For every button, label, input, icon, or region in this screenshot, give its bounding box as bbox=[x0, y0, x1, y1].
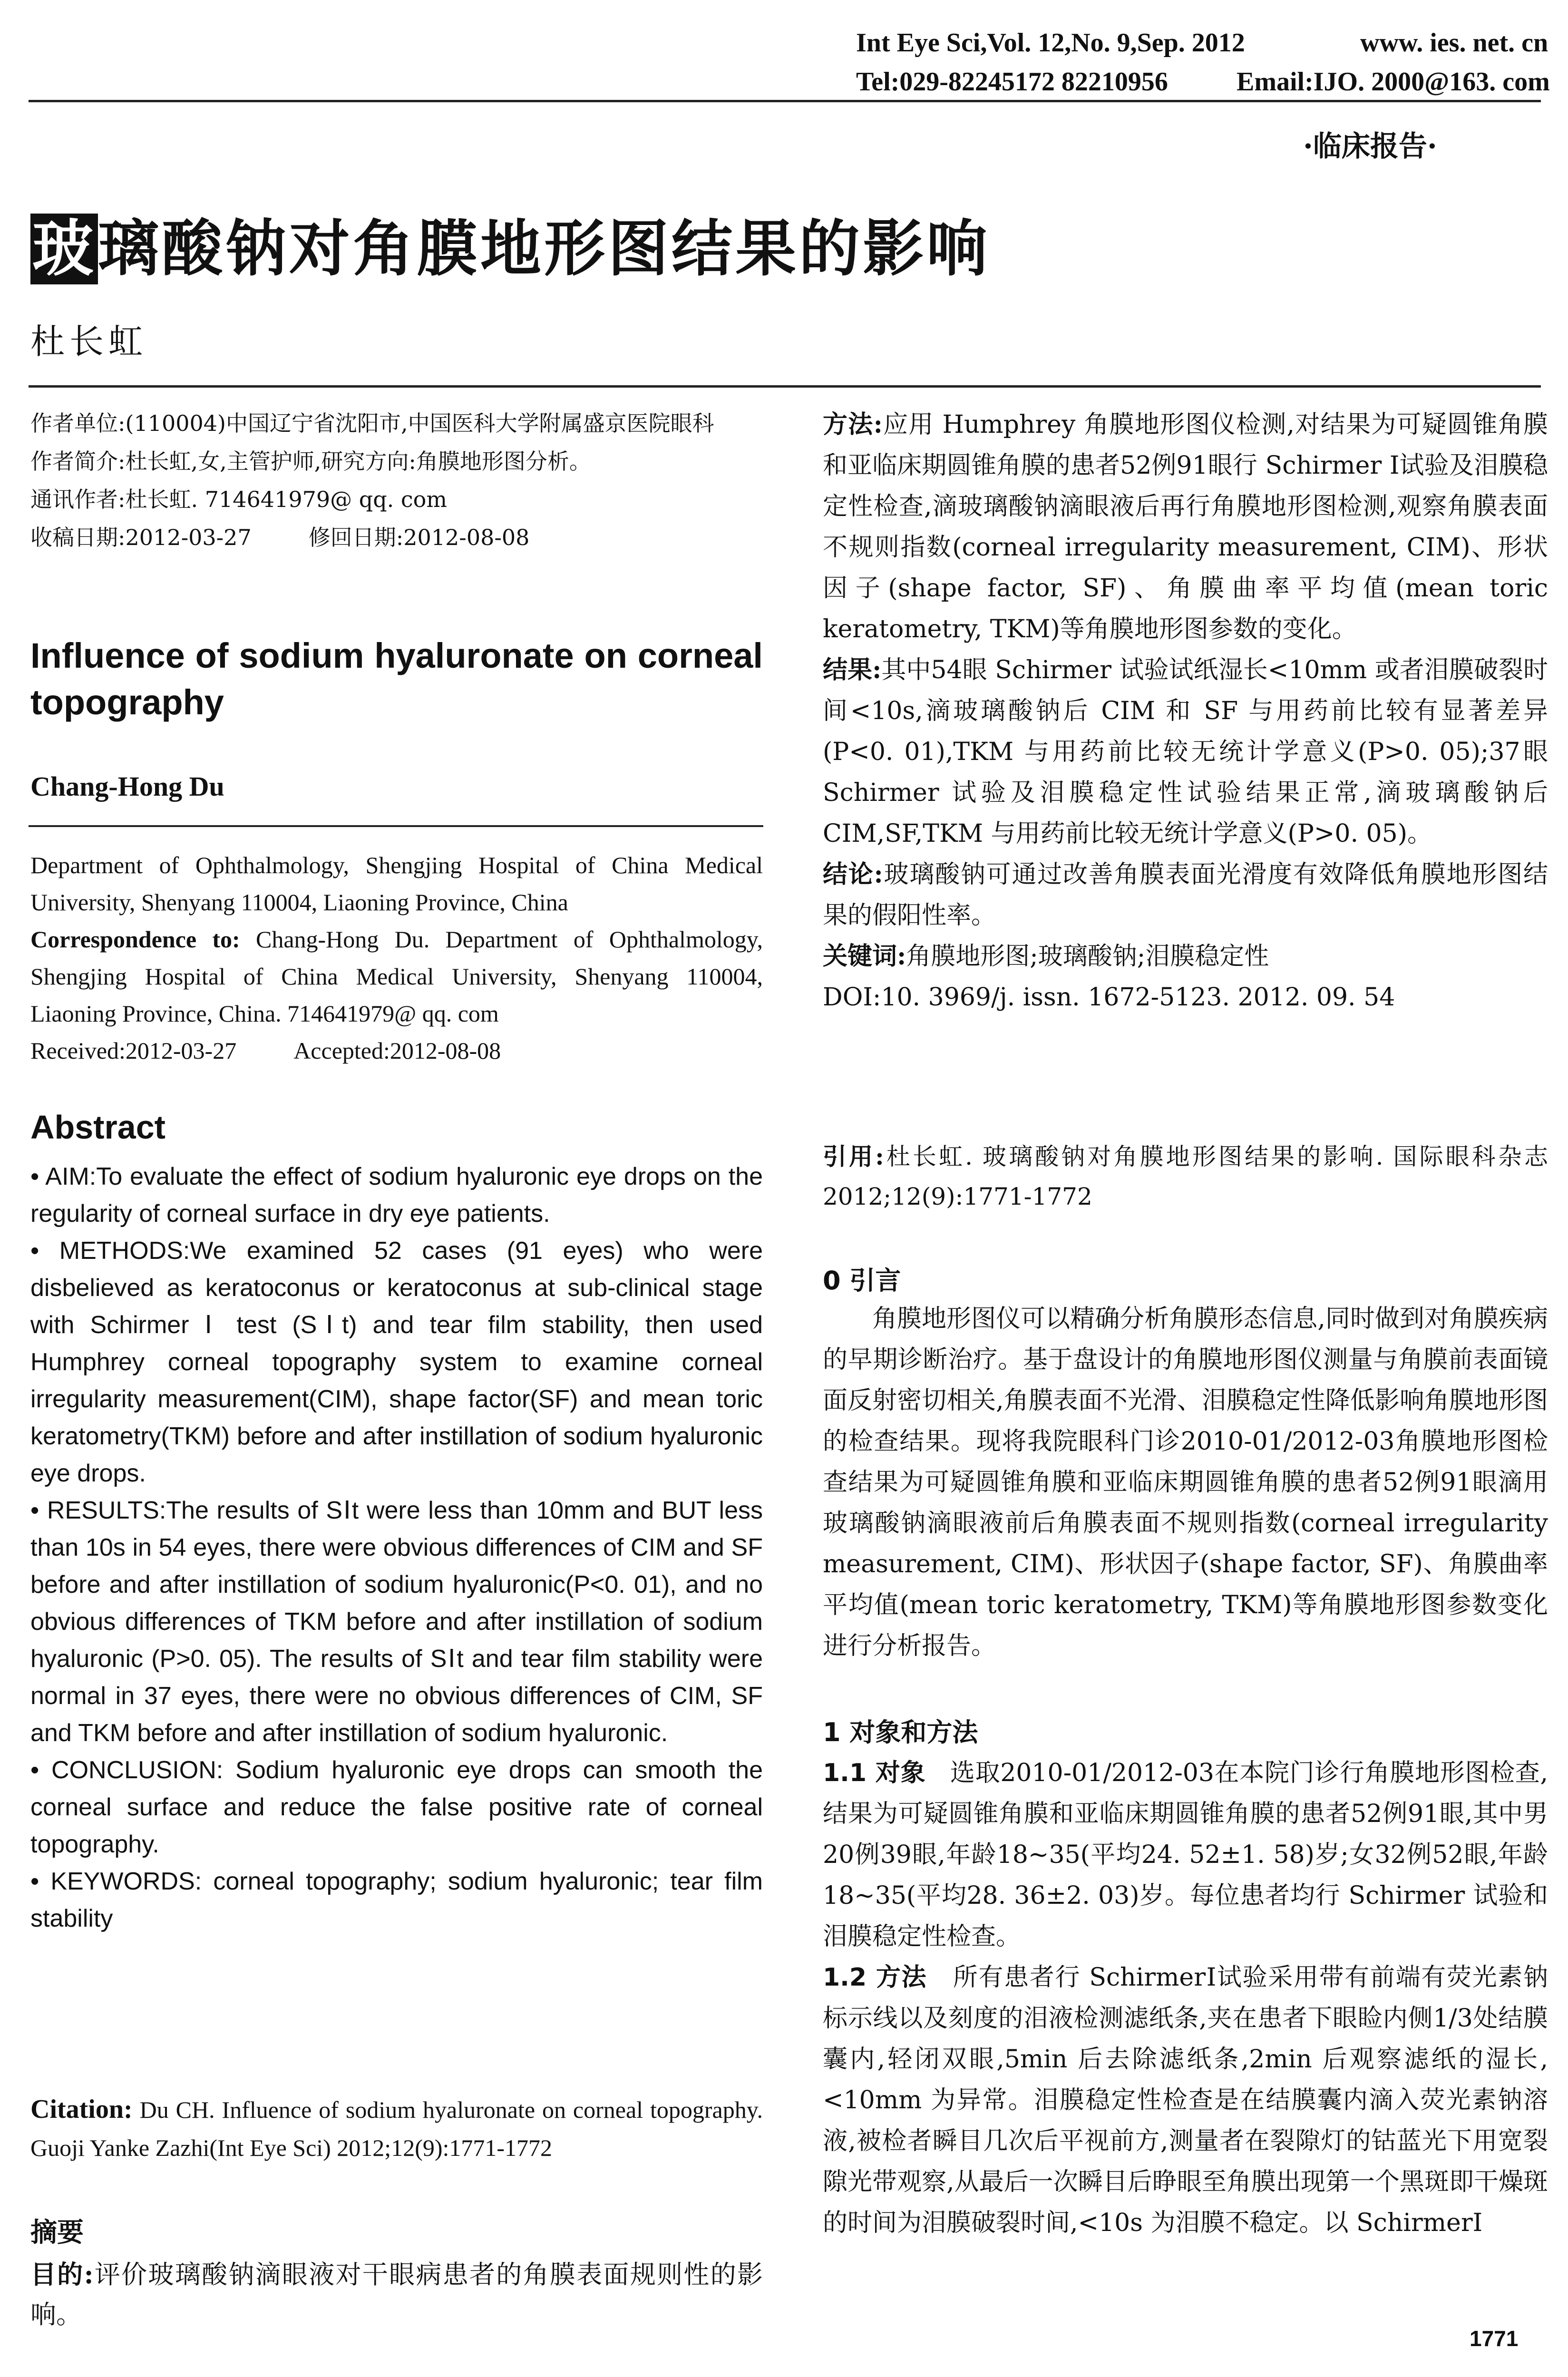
journal-website: www. ies. net. cn bbox=[1360, 28, 1549, 58]
author-name-cn: 杜长虹 bbox=[30, 321, 148, 361]
correspondence-label: Correspondence to: bbox=[30, 926, 240, 953]
department: Department of Ophthalmology, Shengjing Hospital of China Medical University, Shenyang 110004, Liaoning Province, China bbox=[30, 852, 763, 916]
zh-conclusion bbox=[823, 854, 1548, 936]
zh-results-label: 结果: bbox=[823, 655, 882, 684]
author-info-cn bbox=[30, 404, 763, 556]
zh-cite-text: 杜长虹. 玻璃酸钠对角膜地形图结果的影响. 国际眼科杂志 2012;12(9):1771-1772 bbox=[823, 1143, 1548, 1210]
methods-heading: 1 对象和方法 bbox=[823, 1717, 978, 1747]
zh-methods-text: 应用 Humphrey 角膜地形图仪检测,对结果为可疑圆锥角膜和亚临床期圆锥角膜的患者52例91眼行 Schirmer Ⅰ试验及泪膜稳定性检查,滴玻璃酸钠滴眼液后再行角膜地形图检测,观察角膜表面不规则指数(corneal irregularity measurement, CIM)、形状因子(shape factor, SF)、角膜曲率平均值(mean toric keratometry, TKM)等角膜地形图参数的变化。 bbox=[823, 410, 1548, 643]
section-tag: ·临床报告· bbox=[1303, 130, 1437, 163]
abstract-aim: • AIM:To evaluate the effect of sodium hyaluronic eye drops on the regularity of corneal surface in dry eye patients. bbox=[30, 1163, 763, 1227]
correspondence-text: Chang-Hong Du. Department of Ophthalmology, Shengjing Hospital of China Medical University, Shenyang 110004, Liaoning Province, China. 714641979@ qq. com bbox=[30, 926, 763, 1027]
intro-heading: 0 引言 bbox=[823, 1266, 901, 1296]
received-date-cn: 收稿日期:2012-03-27 bbox=[30, 525, 252, 550]
abstract-methods: • METHODS:We examined 52 cases (91 eyes) who were disbelieved as keratoconus or keratoconus at sub-clinical stage with Schirmer Ⅰ test (SⅠt) and tear film stability, then used Humphrey corneal topography system to examine corneal irregularity measurement(CIM), shape factor(SF) and mean toric keratometry(TKM) before and after instillation of sodium hyaluronic eye drops. bbox=[30, 1237, 763, 1487]
citation-label: Citation: bbox=[30, 2094, 133, 2124]
intro-body bbox=[823, 1298, 1548, 1666]
title-rule bbox=[29, 385, 1541, 388]
affiliation-cn: 作者单位:(110004)中国辽宁省沈阳市,中国医科大学附属盛京医院眼科 bbox=[30, 410, 714, 436]
methods-body bbox=[823, 1753, 1548, 2243]
zh-results-text: 其中54眼 Schirmer 试验试纸湿长<10mm 或者泪膜破裂时间<10s,滴玻璃酸钠后 CIM 和 SF 与用药前比较有显著差异(P<0. 01),TKM 与用药前比较无统计学意义(P>0. 05);37眼 Schirmer 试验及泪膜稳定性试验结果正常,滴玻璃酸钠后 CIM,SF,TKM 与用药前比较无统计学意义(P>0. 05)。 bbox=[823, 656, 1548, 848]
subjects-label: 1.1 对象 bbox=[823, 1759, 926, 1787]
zh-cite-label: 引用: bbox=[823, 1142, 884, 1170]
dates-cn bbox=[30, 518, 763, 556]
accepted-date-en: Accepted:2012-08-08 bbox=[293, 1037, 501, 1064]
abstract-heading: Abstract bbox=[30, 1109, 166, 1146]
zh-aim-text: 评价玻璃酸钠滴眼液对干眼病患者的角膜表面规则性的影响。 bbox=[30, 2260, 763, 2329]
zh-keywords-label: 关键词: bbox=[823, 942, 906, 971]
zh-results bbox=[823, 650, 1548, 854]
correspondence-en bbox=[30, 921, 763, 1032]
zh-keywords-text: 角膜地形图;玻璃酸钠;泪膜稳定性 bbox=[906, 942, 1269, 971]
zh-conclusion-text: 玻璃酸钠可通过改善角膜表面光滑度有效降低角膜地形图结果的假阳性率。 bbox=[823, 860, 1548, 930]
subjects-paragraph bbox=[823, 1753, 1548, 1957]
zh-conclusion-label: 结论: bbox=[823, 860, 883, 889]
page-number: 1771 bbox=[1470, 2326, 1519, 2351]
citation-en bbox=[30, 2090, 763, 2167]
journal-telephone: Tel:029-82245172 82210956 bbox=[856, 67, 1168, 97]
abstract-results: • RESULTS:The results of SⅠt were less than 10mm and BUT less than 10s in 54 eyes, there were obvious differences of CIM and SF before and after instillation of sodium hyaluronic(P<0. 01), and no obvious differences of TKM before and after instillation of sodium hyaluronic (P>0. 05). The results of SⅠt and tear film stability were normal in 37 eyes, there were no obvious differences of CIM, SF and TKM before and after instillation of sodium hyaluronic. bbox=[30, 1497, 763, 1747]
dates-en bbox=[30, 1032, 763, 1069]
title-text: 璃酸钠对角膜地形图结果的影响 bbox=[98, 214, 991, 284]
journal-email: Email:IJO. 2000@163. com bbox=[1237, 67, 1550, 97]
zh-keywords bbox=[823, 936, 1548, 977]
zh-aim-label: 目的: bbox=[30, 2259, 94, 2289]
abstract-conclusion: • CONCLUSION: Sodium hyaluronic eye drops can smooth the corneal surface and reduce the false positive rate of corneal topography. bbox=[30, 1756, 763, 1858]
article-title bbox=[30, 200, 990, 287]
procedure-paragraph bbox=[823, 1957, 1548, 2243]
zh-methods bbox=[823, 404, 1548, 650]
english-author: Chang-Hong Du bbox=[30, 771, 224, 802]
english-affiliation bbox=[30, 847, 763, 1069]
received-date-en: Received:2012-03-27 bbox=[30, 1037, 237, 1064]
zh-abstract-heading: 摘要 bbox=[30, 2217, 84, 2248]
zh-abstract-aim bbox=[30, 2254, 763, 2335]
citation-text: Du CH. Influence of sodium hyaluronate on corneal topography. Guoji Yanke Zazhi(Int Eye Sci) 2012;12(9):1771-1772 bbox=[30, 2096, 763, 2161]
abstract-keywords: • KEYWORDS: corneal topography; sodium hyaluronic; tear film stability bbox=[30, 1868, 763, 1932]
abstract-body bbox=[30, 1158, 763, 1937]
correspondence-cn: 通讯作者:杜长虹. 714641979@ qq. com bbox=[30, 487, 447, 512]
english-title: Influence of sodium hyaluronate on corneal topography bbox=[30, 636, 763, 722]
doi: DOI:10. 3969/j. issn. 1672-5123. 2012. 09. 54 bbox=[823, 983, 1395, 1012]
subjects-text: 选取2010-01/2012-03在本院门诊行角膜地形图检查,结果为可疑圆锥角膜和亚临床期圆锥角膜的患者52例91眼,其中男20例39眼,年龄18~35(平均24. 52±1. 58)岁;女32例52眼,年龄18~35(平均28. 36±2. 03)岁。每位患者均行 Schirmer 试验和泪膜稳定性检查。 bbox=[823, 1759, 1548, 1951]
procedure-text: 所有患者行 SchirmerⅠ试验采用带有前端有荧光素钠标示线以及刻度的泪液检测滤纸条,夹在患者下眼睑内侧1/3处结膜囊内,轻闭双眼,5min 后去除滤纸条,2min 后观察滤纸的湿长,<10mm 为异常。泪膜稳定性检查是在结膜囊内滴入荧光素钠溶液,被检者瞬目几次后平视前方,测量者在裂隙灯的钴蓝光下用宽裂隙光带观察,从最后一次瞬目后睁眼至角膜出现第一个黑斑即干燥斑的时间为泪膜破裂时间,<10s 为泪膜不稳定。以 SchirmerⅠ bbox=[823, 1963, 1548, 2237]
title-highlighted-char: 玻 bbox=[30, 214, 98, 284]
procedure-label: 1.2 方法 bbox=[823, 1963, 927, 1992]
zh-citation bbox=[823, 1137, 1548, 1217]
author-bio-cn: 作者简介:杜长虹,女,主管护师,研究方向:角膜地形图分析。 bbox=[30, 448, 591, 474]
revised-date-cn: 修回日期:2012-08-08 bbox=[308, 525, 530, 550]
zh-abstract-continued bbox=[823, 404, 1548, 1018]
journal-citation-header: Int Eye Sci,Vol. 12,No. 9,Sep. 2012 bbox=[856, 28, 1245, 58]
zh-methods-label: 方法: bbox=[823, 410, 883, 439]
header-rule bbox=[29, 100, 1541, 102]
affiliation-rule bbox=[29, 825, 763, 827]
intro-paragraph: 角膜地形图仪可以精确分析角膜形态信息,同时做到对角膜疾病的早期诊断治疗。基于盘设计的角膜地形图仪测量与角膜前表面镜面反射密切相关,角膜表面不光滑、泪膜稳定性降低影响角膜地形图的检查结果。现将我院眼科门诊2010-01/2012-03角膜地形图检查结果为可疑圆锥角膜和亚临床期圆锥角膜的患者52例91眼滴用玻璃酸钠滴眼液前后角膜表面不规则指数(corneal irregularity measurement, CIM)、形状因子(shape factor, SF)、角膜曲率平均值(mean toric keratometry, TKM)等角膜地形图参数变化进行分析报告。 bbox=[823, 1305, 1548, 1660]
